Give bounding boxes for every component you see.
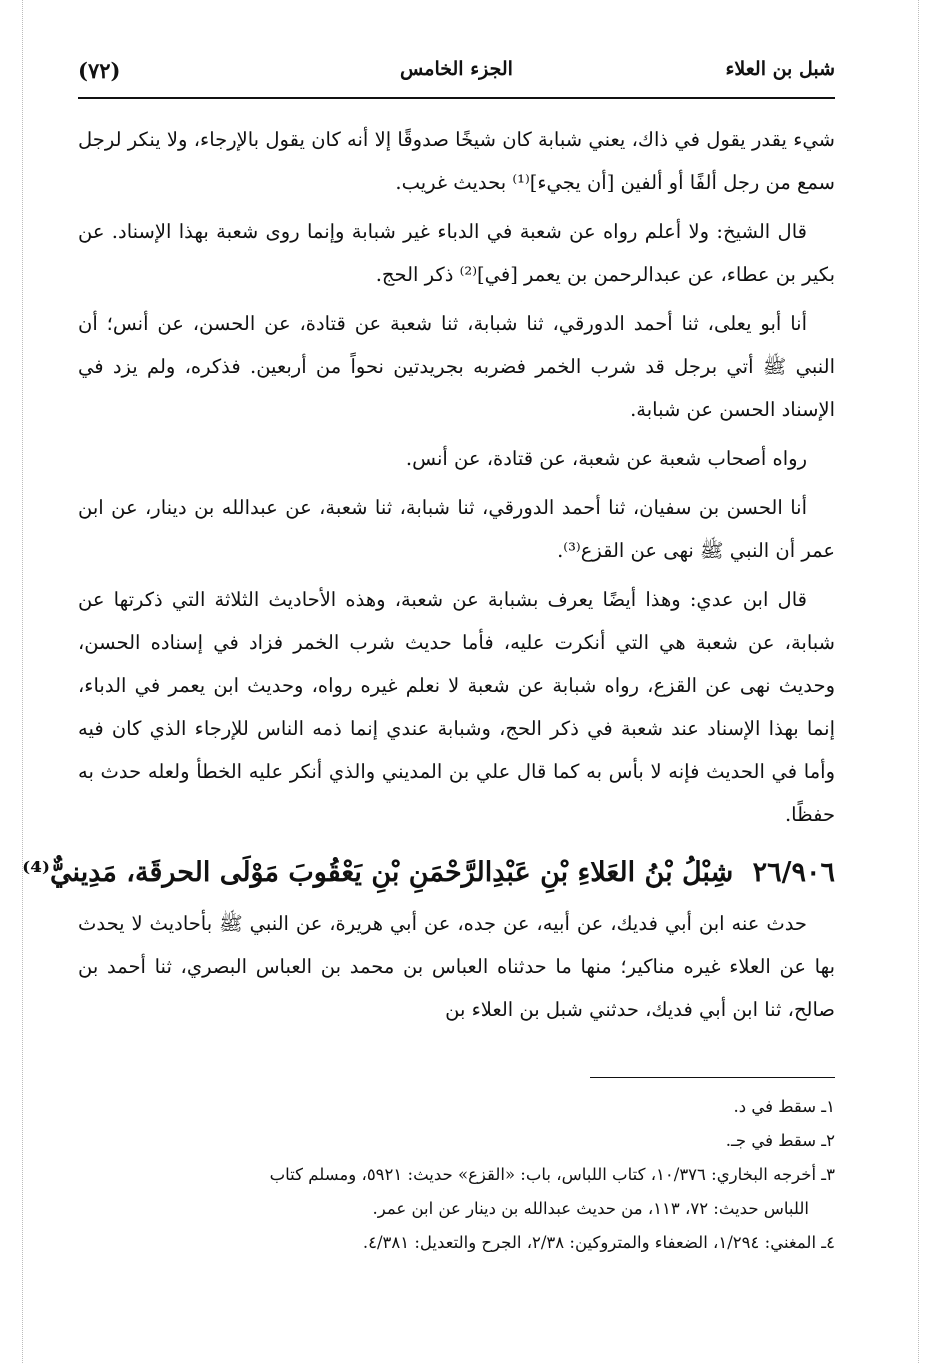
running-title: شبل بن العلاء: [725, 58, 835, 80]
paragraph: أنا أبو يعلى، ثنا أحمد الدورقي، ثنا شبابة، ثنا شعبة عن قتادة، عن الحسن، عن أنس؛ أن النبي ﷺ أتي برجل قد شرب الخمر فضربه بجريدتين نحواً من أربعين. فذكره، ولم يزد في الإسناد الحسن عن شبابة.: [78, 312, 835, 421]
page-number: (٧٢): [78, 58, 121, 83]
footnote: ٣ـ أخرجه البخاري: ١٠/٣٧٦، كتاب اللباس، باب: «القزع» حديث: ٥٩٢١، ومسلم كتاب: [269, 1165, 835, 1184]
page-edge-left: [22, 0, 23, 1363]
footnote-separator: [590, 1077, 835, 1078]
footnotes: [78, 1090, 835, 1260]
entry-number: ٢٦/٩٠٦: [752, 857, 835, 888]
paragraph: قال ابن عدي: وهذا أيضًا يعرف بشبابة عن شعبة، وهذه الأحاديث الثلاثة التي ذكرتها عن شبابة، عن شعبة هي التي أنكرت عليه، فأما حديث شرب الخمر فزاد في إسناده الحسن، وحديث نهى عن القزع، رواه شبابة عن شعبة لا نعلم غيره رواه، وحديث ابن يعمر في الدباء، إنما بهذا الإسناد عند شعبة في ذكر الحج، وشبابة عندي إنما ذمه الناس للإرجاء الذي كان فيه وأما في الحديث فإنه لا بأس به كما قال علي بن المديني والذي أنكر عليه الخطأ ولعله حدث به حفظًا.: [78, 588, 835, 826]
footnote: ٤ـ المغني: ١/٢٩٤، الضعفاء والمتروكين: ٢/٣٨، الجرح والتعديل: ٤/٣٨١.: [362, 1233, 835, 1252]
paragraph: أنا الحسن بن سفيان، ثنا أحمد الدورقي، ثنا شبابة، ثنا شعبة، عن عبدالله بن دينار، عن ابن عمر أن النبي ﷺ نهى عن القزع⁽³⁾.: [78, 496, 835, 562]
paragraph: شيء يقدر يقول في ذاك، يعني شبابة كان شيخًا صدوقًا إلا أنه كان يقول بالإرجاء، ولا ينكر لرجل سمع من رجل ألفًا أو ألفين [أن يجيء]⁽¹⁾ بحديث غريب.: [78, 128, 835, 194]
volume-title: الجزء الخامس: [400, 58, 513, 80]
main-text: [22, 118, 835, 1037]
entry-heading: [22, 850, 835, 896]
entry-paragraph: حدث عنه ابن أبي فديك، عن أبيه، عن جده، عن أبي هريرة، عن النبي ﷺ بأحاديث لا يحدث بها عن العلاء غيره مناكير؛ منها ما حدثناه العباس بن محمد بن العباس البصري، ثنا أحمد بن صالح، ثنا ابن أبي فديك، حدثني شبل بن العلاء بن: [78, 912, 835, 1021]
paragraph: قال الشيخ: ولا أعلم رواه عن شعبة في الدباء غير شبابة وإنما روى شعبة بهذا الإسناد. عن بكير بن عطاء، عن عبدالرحمن بن يعمر [في]⁽²⁾ ذكر الحج.: [78, 220, 835, 286]
page-header: [78, 48, 835, 94]
entry-name: شِبْلُ بْنُ العَلاءِ بْنِ عَبْدِالرَّحْمَنِ بْنِ يَعْقُوبَ مَوْلَى الحرقَة، مَدِينيٌّ⁽⁴⁾: [22, 857, 734, 888]
page-edge-right: [918, 0, 919, 1363]
footnote: ٢ـ سقط في جـ.: [725, 1131, 835, 1150]
paragraph: رواه أصحاب شعبة عن شعبة، عن قتادة، عن أنس.: [405, 447, 807, 470]
header-rule: [78, 97, 835, 99]
footnote: ١ـ سقط في د.: [733, 1097, 835, 1116]
footnote-continuation: اللباس حديث: ٧٢، ١١٣، من حديث عبدالله بن دينار عن ابن عمر.: [372, 1199, 809, 1218]
